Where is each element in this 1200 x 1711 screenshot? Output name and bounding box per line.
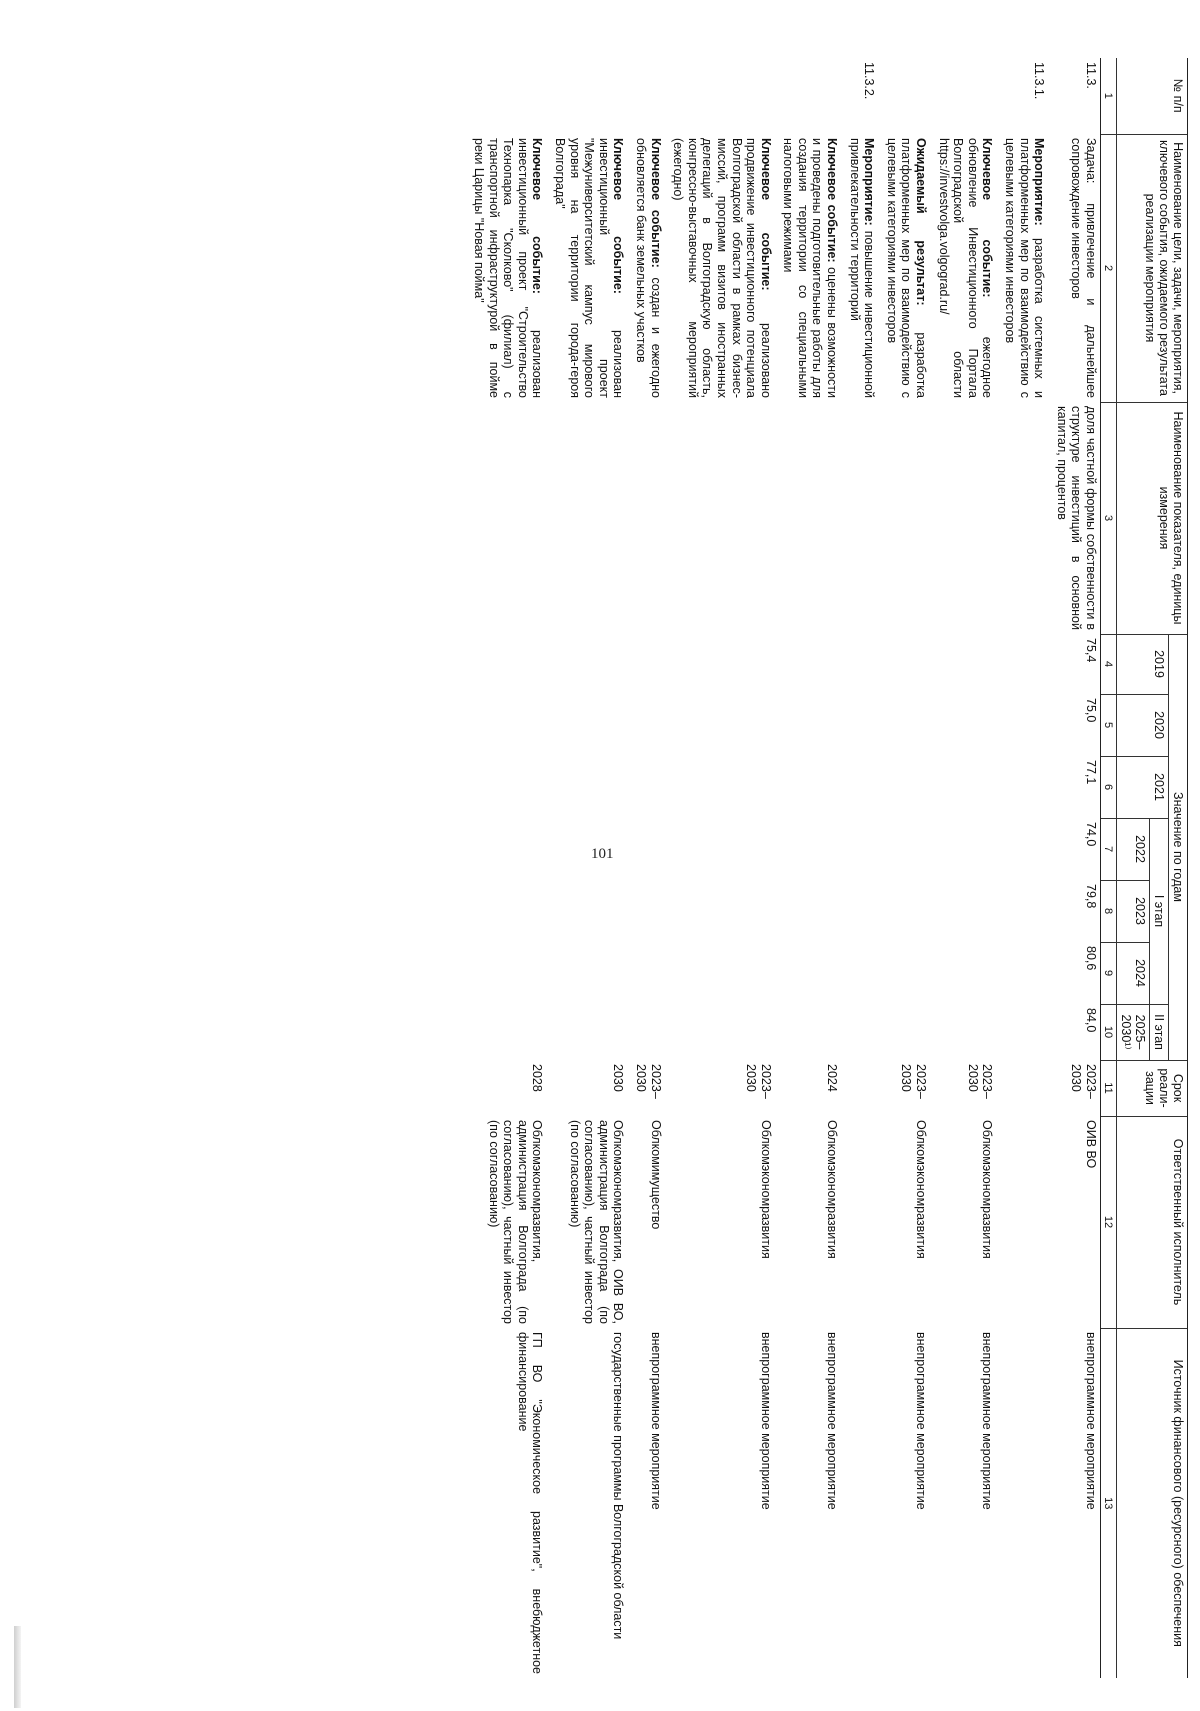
cell-v2020 [469, 694, 550, 756]
row-description [631, 134, 668, 402]
header-term: Срок реали-зации [1117, 1060, 1188, 1116]
cell-num [469, 58, 550, 134]
header-stage2: II этап [1150, 1004, 1169, 1060]
cell-v2024 [631, 942, 668, 1004]
header-indicator: Наименование показателя, единицы измерения [1117, 402, 1188, 634]
cell-v2025 [631, 1004, 668, 1060]
cell-term [845, 1060, 882, 1116]
header-values-group: Значение по годам [1169, 634, 1188, 1060]
cell-v2023 [469, 880, 550, 942]
cell-v2019 [1000, 634, 1052, 694]
cell-v2024 [934, 942, 1000, 1004]
cell-v2022 [550, 818, 631, 880]
cell-responsible: ОИВ ВО [1084, 1120, 1098, 1169]
cell-v2022 [469, 818, 550, 880]
table-row [845, 58, 882, 1678]
cell-v2019: 75,4 [1084, 638, 1098, 663]
row-label: Ключевое событие: [530, 138, 545, 294]
cell-indicator: доля частной формы собственности в структуре инвестиций в основной капитал, процентов [1054, 406, 1098, 630]
row-text: разработка системных и платформенных мер по взаимодействию с целевыми категориями инвесторов [1003, 138, 1047, 398]
cell-num: 11.3.2. [862, 62, 877, 100]
cell-v2024 [669, 942, 779, 1004]
cell-num [934, 58, 1000, 134]
cell-v2024: 80,6 [1084, 946, 1098, 971]
cell-v2020 [845, 694, 882, 756]
cell-term: 2023–2030 [965, 1064, 995, 1099]
header-2020: 2020 [1117, 694, 1169, 756]
cell-v2022 [934, 818, 1000, 880]
cell-v2021 [845, 756, 882, 818]
table-row [1052, 58, 1100, 1678]
row-text: создан и ежегодно обновляется банк земельных участков [633, 138, 663, 398]
cell-num [882, 58, 934, 134]
row-text: реализовано продвижение инвестиционного потенциала Волгоградской области в рамках бизнес-миссий, программ визитов иностранных делегаций в Волгоградскую область, конгрессно-выставочных мероприятий (ежегодно) [671, 138, 773, 398]
cell-indicator [669, 402, 779, 634]
row-label: Ключевое событие: [758, 138, 773, 291]
cell-source: внепрограммное мероприятие [825, 1332, 840, 1510]
cell-v2025 [669, 1004, 779, 1060]
row-text: повышение инвестиционной привлекательности территорий [847, 138, 877, 398]
table-body [469, 58, 1100, 1678]
row-label: Мероприятие: [1032, 138, 1047, 226]
col-number: 2 [1101, 134, 1117, 402]
cell-v2022 [1000, 818, 1052, 880]
cell-responsible: Облкомэкономразвития [980, 1120, 995, 1259]
cell-v2021 [1000, 756, 1052, 818]
cell-indicator [882, 402, 934, 634]
cell-responsible: Облкомэкономразвития, администрация Волгограда (по согласованию), частный инвестор (по согласованию) [486, 1120, 545, 1325]
cell-v2022 [669, 818, 779, 880]
col-number: 9 [1101, 942, 1117, 1004]
table-header [1101, 58, 1188, 1678]
header-stage1: I этап [1150, 818, 1169, 1004]
header-2025-2030: 2025–2030¹⁾ [1117, 1004, 1150, 1060]
cell-v2022 [779, 818, 845, 880]
table-row [882, 58, 934, 1678]
row-description [845, 134, 882, 402]
cell-v2023 [550, 880, 631, 942]
header-2024: 2024 [1117, 942, 1150, 1004]
col-number: 7 [1101, 818, 1117, 880]
cell-v2023 [934, 880, 1000, 942]
col-number: 8 [1101, 880, 1117, 942]
cell-v2019 [631, 634, 668, 694]
row-text: Задача: привлечение и дальнейшее сопровождение инвесторов [1069, 138, 1098, 398]
cell-indicator [550, 402, 631, 634]
cell-indicator [469, 402, 550, 634]
table-row [631, 58, 668, 1678]
row-text: разработка платформенных мер по взаимодействию с целевыми категориями инвесторов [884, 138, 929, 398]
row-description [669, 134, 779, 402]
cell-v2021: 77,1 [1084, 760, 1098, 785]
cell-v2023: 79,8 [1084, 884, 1098, 909]
cell-indicator [1000, 402, 1052, 634]
cell-indicator [845, 402, 882, 634]
cell-v2023 [882, 880, 934, 942]
plan-table [469, 58, 1188, 1678]
page-number: 101 [591, 846, 614, 862]
cell-v2024 [550, 942, 631, 1004]
row-description [1000, 134, 1052, 402]
header-source: Источник финансового (ресурсного) обеспечения [1117, 1328, 1188, 1678]
cell-responsible: Облкомимущество [648, 1120, 663, 1230]
row-description [779, 134, 845, 402]
cell-source: внепрограммное мероприятие [980, 1332, 995, 1510]
cell-v2022 [882, 818, 934, 880]
header-num: № п/п [1117, 58, 1188, 134]
cell-v2023 [779, 880, 845, 942]
cell-source [1000, 1328, 1052, 1678]
header-2021: 2021 [1117, 756, 1169, 818]
cell-v2020 [779, 694, 845, 756]
cell-indicator [779, 402, 845, 634]
row-description [550, 134, 631, 402]
cell-v2019 [779, 634, 845, 694]
header-2023: 2023 [1117, 880, 1150, 942]
cell-v2025 [934, 1004, 1000, 1060]
cell-responsible: Облкомэкономразвития [825, 1120, 840, 1259]
header-2022: 2022 [1117, 818, 1150, 880]
cell-v2020 [934, 694, 1000, 756]
cell-v2024 [882, 942, 934, 1004]
cell-source: внепрограммное мероприятие [648, 1332, 663, 1510]
column-number-row [1101, 58, 1117, 1678]
cell-num [631, 58, 668, 134]
cell-responsible [845, 1116, 882, 1328]
cell-v2021 [469, 756, 550, 818]
row-label: Ожидаемый результат: [914, 138, 929, 306]
cell-source: внепрограммное мероприятие [1084, 1332, 1098, 1510]
cell-v2021 [779, 756, 845, 818]
col-number: 5 [1101, 694, 1117, 756]
cell-v2021 [882, 756, 934, 818]
col-number: 10 [1101, 1004, 1117, 1060]
cell-v2025: 84,0 [1084, 1008, 1098, 1033]
cell-v2019 [934, 634, 1000, 694]
row-label: Ключевое событие: [980, 138, 995, 298]
cell-term: 2023–2030 [633, 1064, 663, 1099]
cell-v2022 [631, 818, 668, 880]
cell-indicator [631, 402, 668, 634]
col-number: 11 [1101, 1060, 1117, 1116]
cell-num: 11.3. [1084, 62, 1098, 89]
row-label: Ключевое событие: [825, 138, 840, 263]
cell-v2021 [631, 756, 668, 818]
cell-v2025 [1000, 1004, 1052, 1060]
cell-v2022: 74,0 [1084, 822, 1098, 847]
cell-v2025 [779, 1004, 845, 1060]
cell-v2023 [631, 880, 668, 942]
row-text: оценены возможности и проведены подготовительные работы для создания территории со специальными налоговыми режимами [781, 138, 840, 398]
cell-term: 2024 [825, 1064, 840, 1092]
cell-v2024 [1000, 942, 1052, 1004]
cell-v2025 [550, 1004, 631, 1060]
cell-source: ГП ВО "Экономическое развитие", внебюджетное финансирование [515, 1332, 545, 1675]
cell-v2019 [882, 634, 934, 694]
cell-term: 2023–2030 [1069, 1064, 1098, 1099]
table-row [934, 58, 1000, 1678]
cell-term [1000, 1060, 1052, 1116]
header-name: Наименование цели, задачи, мероприятия, ключевого события, ожидаемого результата реализации мероприятия [1117, 134, 1188, 402]
rotated-table-wrapper [469, 58, 1188, 1678]
cell-v2019 [550, 634, 631, 694]
cell-responsible: Облкомэкономразвития [758, 1120, 773, 1259]
cell-v2023 [669, 880, 779, 942]
cell-v2025 [882, 1004, 934, 1060]
col-number: 1 [1101, 58, 1117, 134]
row-text: ежегодное обновление Инвестиционного Портала Волгоградской области https://investvolga.volgograd.ru/ [936, 138, 995, 398]
col-number: 13 [1101, 1328, 1117, 1678]
scan-edge-shadow [14, 1626, 21, 1708]
cell-term: 2023–2030 [899, 1064, 929, 1099]
cell-term: 2023–2030 [744, 1064, 773, 1099]
cell-v2020 [882, 694, 934, 756]
col-number: 6 [1101, 756, 1117, 818]
row-description [1052, 134, 1100, 402]
cell-source: государственные программы Волгоградской области [611, 1332, 626, 1640]
col-number: 12 [1101, 1116, 1117, 1328]
cell-v2019 [469, 634, 550, 694]
cell-num [779, 58, 845, 134]
cell-v2019 [845, 634, 882, 694]
cell-source: внепрограммное мероприятие [914, 1332, 929, 1510]
cell-v2025 [469, 1004, 550, 1060]
cell-v2022 [845, 818, 882, 880]
cell-num [669, 58, 779, 134]
table-row [779, 58, 845, 1678]
cell-responsible: Облкомэкономразвития [914, 1120, 929, 1259]
row-text: реализован инвестиционный проект "Межуниверситетский кампус мирового уровня на территории города-героя Волгограда" [553, 138, 626, 398]
cell-v2020 [550, 694, 631, 756]
table-row [1000, 58, 1052, 1678]
cell-responsible: Облкомэкономразвития, ОИВ ВО, администрация Волгограда (по согласованию), частный инвестор (по согласованию) [567, 1120, 626, 1325]
cell-source: внепрограммное мероприятие [758, 1332, 773, 1510]
cell-v2020 [631, 694, 668, 756]
header-2019: 2019 [1117, 634, 1169, 694]
cell-v2025 [845, 1004, 882, 1060]
row-label: Ключевое событие: [611, 138, 626, 294]
cell-responsible [1000, 1116, 1052, 1328]
col-number: 4 [1101, 634, 1117, 694]
row-label: Мероприятие: [862, 138, 877, 226]
table-row [669, 58, 779, 1678]
cell-num: 11.3.1. [1032, 62, 1047, 100]
cell-v2020 [669, 694, 779, 756]
cell-v2021 [934, 756, 1000, 818]
row-description [469, 134, 550, 402]
cell-v2023 [845, 880, 882, 942]
cell-indicator [934, 402, 1000, 634]
cell-v2019 [669, 634, 779, 694]
cell-v2023 [1000, 880, 1052, 942]
table-row [550, 58, 631, 1678]
cell-term: 2030 [611, 1064, 626, 1092]
row-description [934, 134, 1000, 402]
cell-v2024 [779, 942, 845, 1004]
row-description [882, 134, 934, 402]
cell-v2021 [669, 756, 779, 818]
row-label: Ключевое событие: [648, 138, 663, 268]
cell-v2020 [1000, 694, 1052, 756]
table-row [469, 58, 550, 1678]
cell-term: 2028 [530, 1064, 545, 1092]
cell-num [550, 58, 631, 134]
col-number: 3 [1101, 402, 1117, 634]
cell-v2024 [469, 942, 550, 1004]
header-responsible: Ответственный исполнитель [1117, 1116, 1188, 1328]
cell-v2021 [550, 756, 631, 818]
cell-v2020: 75,0 [1084, 698, 1098, 723]
row-text: реализован инвестиционный проект "Строительство Технопарка "Сколково" (филиал) с транспортной инфраструктурой в пойме реки Царицы "Новая пойма" [472, 138, 545, 398]
cell-source [845, 1328, 882, 1678]
cell-v2024 [845, 942, 882, 1004]
